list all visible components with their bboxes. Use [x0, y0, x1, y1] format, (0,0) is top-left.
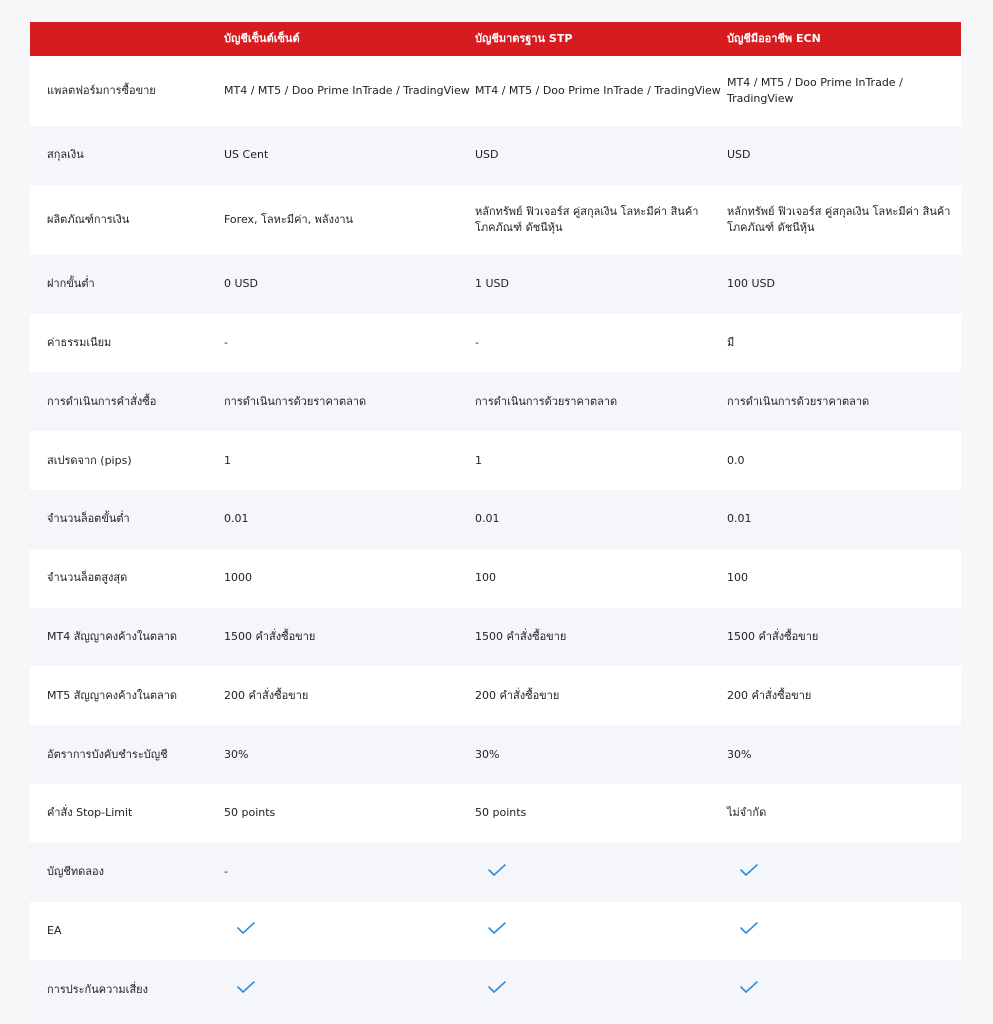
- ecn-value: 200 คำสั่งซื้อขาย: [727, 688, 812, 702]
- row-label: สเปรดจาก (pips): [47, 453, 132, 467]
- cent-value: MT4 / MT5 / Doo Prime InTrade / TradingView: [224, 84, 470, 97]
- row-label: ค่าธรรมเนียม: [47, 335, 112, 349]
- stp-value: 100: [475, 571, 496, 585]
- check-icon: [487, 863, 507, 877]
- ecn-value: มี: [727, 335, 735, 349]
- row-label: MT4 สัญญาคงค้างในตลาด: [47, 629, 178, 643]
- stp-value: 200 คำสั่งซื้อขาย: [475, 688, 560, 702]
- table-header: [30, 22, 961, 56]
- cent-value: [224, 921, 475, 940]
- table-row: [30, 725, 961, 784]
- stp-value: 1500 คำสั่งซื้อขาย: [475, 629, 567, 643]
- check-icon: [739, 863, 759, 877]
- ecn-value: [727, 980, 961, 999]
- cent-value: 0.01: [224, 512, 249, 526]
- cent-value: US Cent: [224, 148, 269, 162]
- check-icon: [739, 980, 759, 994]
- table-row: [30, 431, 961, 490]
- ecn-value: 0.0: [727, 453, 745, 467]
- stp-value: 0.01: [475, 512, 500, 526]
- ecn-value: 1500 คำสั่งซื้อขาย: [727, 629, 819, 643]
- check-icon: [739, 921, 759, 935]
- stp-value: 50 points: [475, 806, 527, 820]
- table-row: [30, 784, 961, 843]
- table-row: [30, 549, 961, 608]
- stp-value: USD: [475, 148, 499, 162]
- table-row: [30, 372, 961, 431]
- ecn-value: 100: [727, 571, 748, 585]
- ecn-value: 30%: [727, 747, 752, 761]
- row-label: ผลิตภัณฑ์การเงิน: [47, 212, 130, 226]
- stp-value: [475, 863, 727, 882]
- stp-value: [475, 980, 727, 999]
- row-label: ฝากขั้นต่ำ: [47, 277, 95, 291]
- ecn-value: ไม่จำกัด: [727, 806, 767, 820]
- check-icon: [487, 980, 507, 994]
- row-label: คำสั่ง Stop-Limit: [47, 806, 133, 820]
- cent-value: 1000: [224, 571, 252, 585]
- stp-value: MT4 / MT5 / Doo Prime InTrade / TradingView: [475, 84, 721, 97]
- cent-value: 0 USD: [224, 277, 258, 291]
- cent-value: 1500 คำสั่งซื้อขาย: [224, 629, 316, 643]
- cent-value: Forex, โลหะมีค่า, พลังงาน: [224, 212, 354, 226]
- header-stp-account: บัญชีมาตรฐาน STP: [475, 32, 573, 45]
- check-icon: [487, 921, 507, 935]
- table-row: [30, 608, 961, 667]
- row-label: การประกันความเสี่ยง: [47, 982, 148, 996]
- table-row: [30, 56, 961, 126]
- stp-value: [475, 921, 727, 940]
- header-ecn-account: บัญชีมืออาชีพ ECN: [727, 32, 821, 45]
- header-cent-account: บัญชีเซ็นต์เซ็นต์: [224, 32, 300, 45]
- row-label: จำนวนล็อตสูงสุด: [47, 571, 128, 585]
- cent-value: -: [224, 335, 228, 349]
- table-row: [30, 185, 961, 255]
- ecn-value: MT4 / MT5 / Doo Prime InTrade / TradingView: [727, 76, 903, 105]
- stp-value: หลักทรัพย์ ฟิวเจอร์ส คู่สกุลเงิน โลหะมีค่า สินค้าโภคภัณฑ์ ดัชนีหุ้น: [475, 204, 699, 234]
- stp-value: การดำเนินการด้วยราคาตลาด: [475, 394, 618, 408]
- cent-value: การดำเนินการด้วยราคาตลาด: [224, 394, 367, 408]
- ecn-value: 100 USD: [727, 277, 775, 291]
- ecn-value: USD: [727, 148, 751, 162]
- cent-value: [224, 980, 475, 999]
- stp-value: 30%: [475, 747, 500, 761]
- cent-value: 30%: [224, 747, 249, 761]
- row-label: แพลตฟอร์มการซื้อขาย: [47, 84, 156, 97]
- row-label: สกุลเงิน: [47, 148, 84, 162]
- row-label: อัตราการบังคับชำระบัญชี: [47, 747, 168, 761]
- ecn-value: หลักทรัพย์ ฟิวเจอร์ส คู่สกุลเงิน โลหะมีค่า สินค้าโภคภัณฑ์ ดัชนีหุ้น: [727, 204, 951, 234]
- table-row: [30, 490, 961, 549]
- table-row: [30, 960, 961, 1019]
- row-label: การดำเนินการคำสั่งซื้อ: [47, 394, 157, 408]
- table-row: [30, 126, 961, 185]
- account-comparison-table: [30, 22, 961, 1019]
- table-row: [30, 843, 961, 902]
- row-label: MT5 สัญญาคงค้างในตลาด: [47, 688, 178, 702]
- ecn-value: 0.01: [727, 512, 752, 526]
- ecn-value: การดำเนินการด้วยราคาตลาด: [727, 394, 870, 408]
- table-row: [30, 314, 961, 373]
- ecn-value: [727, 863, 961, 882]
- ecn-value: [727, 921, 961, 940]
- check-icon: [236, 980, 256, 994]
- row-label: จำนวนล็อตขั้นต่ำ: [47, 512, 130, 526]
- table-row: [30, 255, 961, 314]
- table-row: [30, 902, 961, 961]
- stp-value: 1 USD: [475, 277, 509, 291]
- cent-value: -: [224, 865, 228, 879]
- stp-value: 1: [475, 453, 482, 467]
- cent-value: 1: [224, 453, 231, 467]
- row-label: บัญชีทดลอง: [47, 865, 104, 879]
- cent-value: 200 คำสั่งซื้อขาย: [224, 688, 309, 702]
- row-label: EA: [47, 923, 62, 937]
- table-row: [30, 666, 961, 725]
- stp-value: -: [475, 335, 479, 349]
- check-icon: [236, 921, 256, 935]
- cent-value: 50 points: [224, 806, 276, 820]
